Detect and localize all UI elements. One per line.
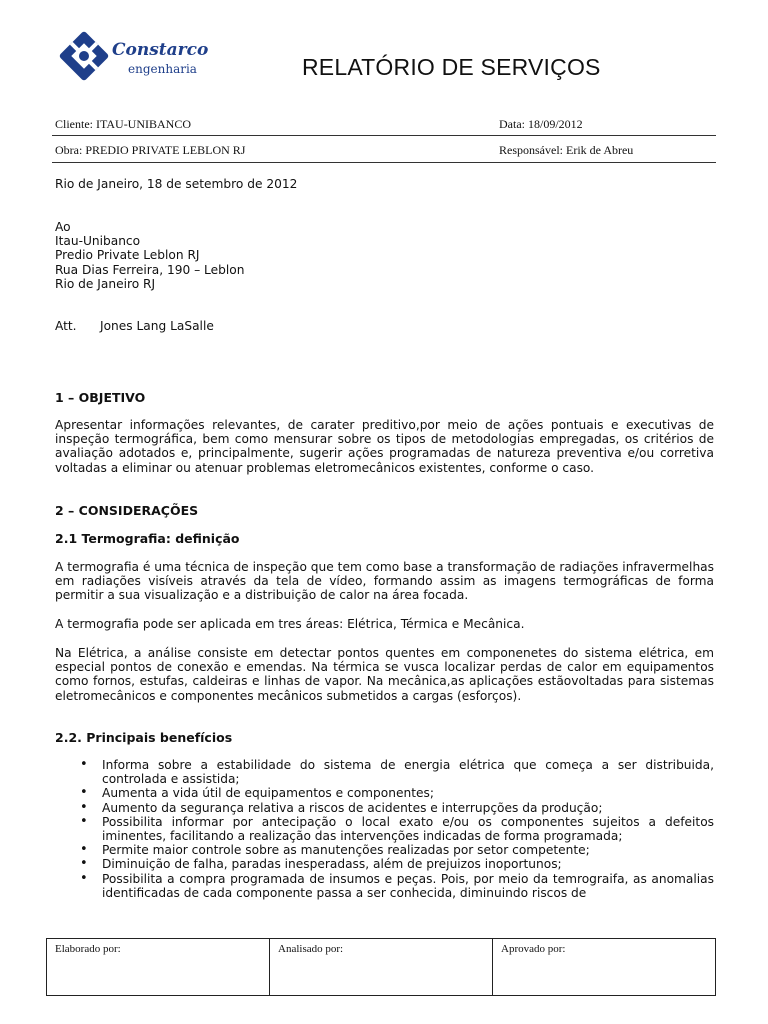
- subsection-heading: 2.2. Principais benefícios: [55, 730, 233, 745]
- approved-by-cell: Aprovado por:: [501, 943, 566, 955]
- address-line: Predio Private Leblon RJ: [55, 248, 200, 263]
- att-name: Jones Lang LaSalle: [100, 319, 214, 333]
- benefits-list: [80, 758, 714, 900]
- date-field: Data: 18/09/2012: [499, 117, 583, 131]
- meta-divider: [52, 135, 716, 136]
- reviewed-by-cell: Analisado por:: [270, 939, 493, 995]
- client-field: Cliente: ITAU-UNIBANCO: [55, 117, 192, 131]
- logo-name: Constarco: [112, 40, 209, 60]
- section-paragraph: Na Elétrica, a análise consiste em detectar pontos quentes em componenetes do sistema elétrica, em especial pontos de conexão e emendas. Na térmica se vusca localizar perdas de calor em equipamentos como fornos, estufas, caldeiras e linhas de vapor. Na mecânica,as aplicações estãovoltadas para sistemas eletromecânicos e componentes mecânicos submetidos a cargas (esforços).: [55, 646, 714, 703]
- section-heading: 1 – OBJETIVO: [55, 390, 146, 405]
- address-line: Ao: [55, 220, 71, 234]
- list-item: • Informa sobre a estabilidade do sistema de energia elétrica que começa a ser distribuida, controlada e assistida;: [80, 758, 714, 786]
- signature-table: [46, 938, 716, 996]
- prepared-by-cell: Elaborado por:: [47, 939, 270, 995]
- list-item: • Possibilita a compra programada de insumos e peças. Pois, por meio da temrograifa, as anomalias identificadas de cada componente passa a ser conhecida, diminuindo riscos de: [80, 872, 714, 900]
- logo-mark-icon: [56, 30, 112, 82]
- list-item: • Permite maior controle sobre as manutenções realizadas por setor competente;: [80, 843, 714, 857]
- list-item: • Diminuição de falha, paradas inesperadass, além de prejuizos inoportunos;: [80, 857, 714, 871]
- header-divider: [52, 162, 716, 163]
- address-block: [55, 220, 244, 291]
- logo-subtitle: engenharia: [128, 62, 197, 76]
- section-paragraph: A termografia pode ser aplicada em tres áreas: Elétrica, Térmica e Mecânica.: [55, 617, 525, 631]
- place-date: Rio de Janeiro, 18 de setembro de 2012: [55, 177, 298, 191]
- section-paragraph: Apresentar informações relevantes, de carater preditivo,por meio de ações pontuais e executivas de inspeção termográfica, bem como mensurar sobre os tipos de metodologias empregadas, os critérios de avaliação adotados e, principalmente, sugerir ações programadas de natureza preventiva e/ou corretiva voltadas a eliminar ou atenuar problemas eletromecânicos existentes, conforme o caso.: [55, 418, 714, 475]
- page-cutoff: [0, 905, 768, 935]
- responsible-field: Responsável: Erik de Abreu: [499, 143, 634, 157]
- att-label: Att.: [55, 319, 77, 333]
- page-title: RELATÓRIO DE SERVIÇOS: [302, 54, 601, 80]
- company-logo: [56, 28, 226, 84]
- list-item: • Aumento da segurança relativa a riscos de acidentes e interrupções da produção;: [80, 801, 714, 815]
- section-heading: 2 – CONSIDERAÇÕES: [55, 503, 199, 518]
- address-line: Rio de Janeiro RJ: [55, 276, 156, 291]
- section-paragraph: A termografia é uma técnica de inspeção que tem como base a transformação de radiações infravermelhas em radiações visíveis através da tela de vídeo, formando assim as imagens termográficas de forma permitir a sua visualização e a distribuição de calor na área focada.: [55, 560, 714, 603]
- address-line: Itau-Unibanco: [55, 234, 141, 249]
- list-item: • Possibilita informar por antecipação o local exato e/ou os componentes sujeitos a defeitos iminentes, facilitando a realização das intervenções indicadas de forma programada;: [80, 815, 714, 843]
- address-line: Rua Dias Ferreira, 190 – Leblon: [55, 262, 245, 277]
- project-field: Obra: PREDIO PRIVATE LEBLON RJ: [55, 143, 246, 157]
- subsection-heading: 2.1 Termografia: definição: [55, 531, 240, 546]
- list-item: • Aumenta a vida útil de equipamentos e componentes;: [80, 786, 714, 800]
